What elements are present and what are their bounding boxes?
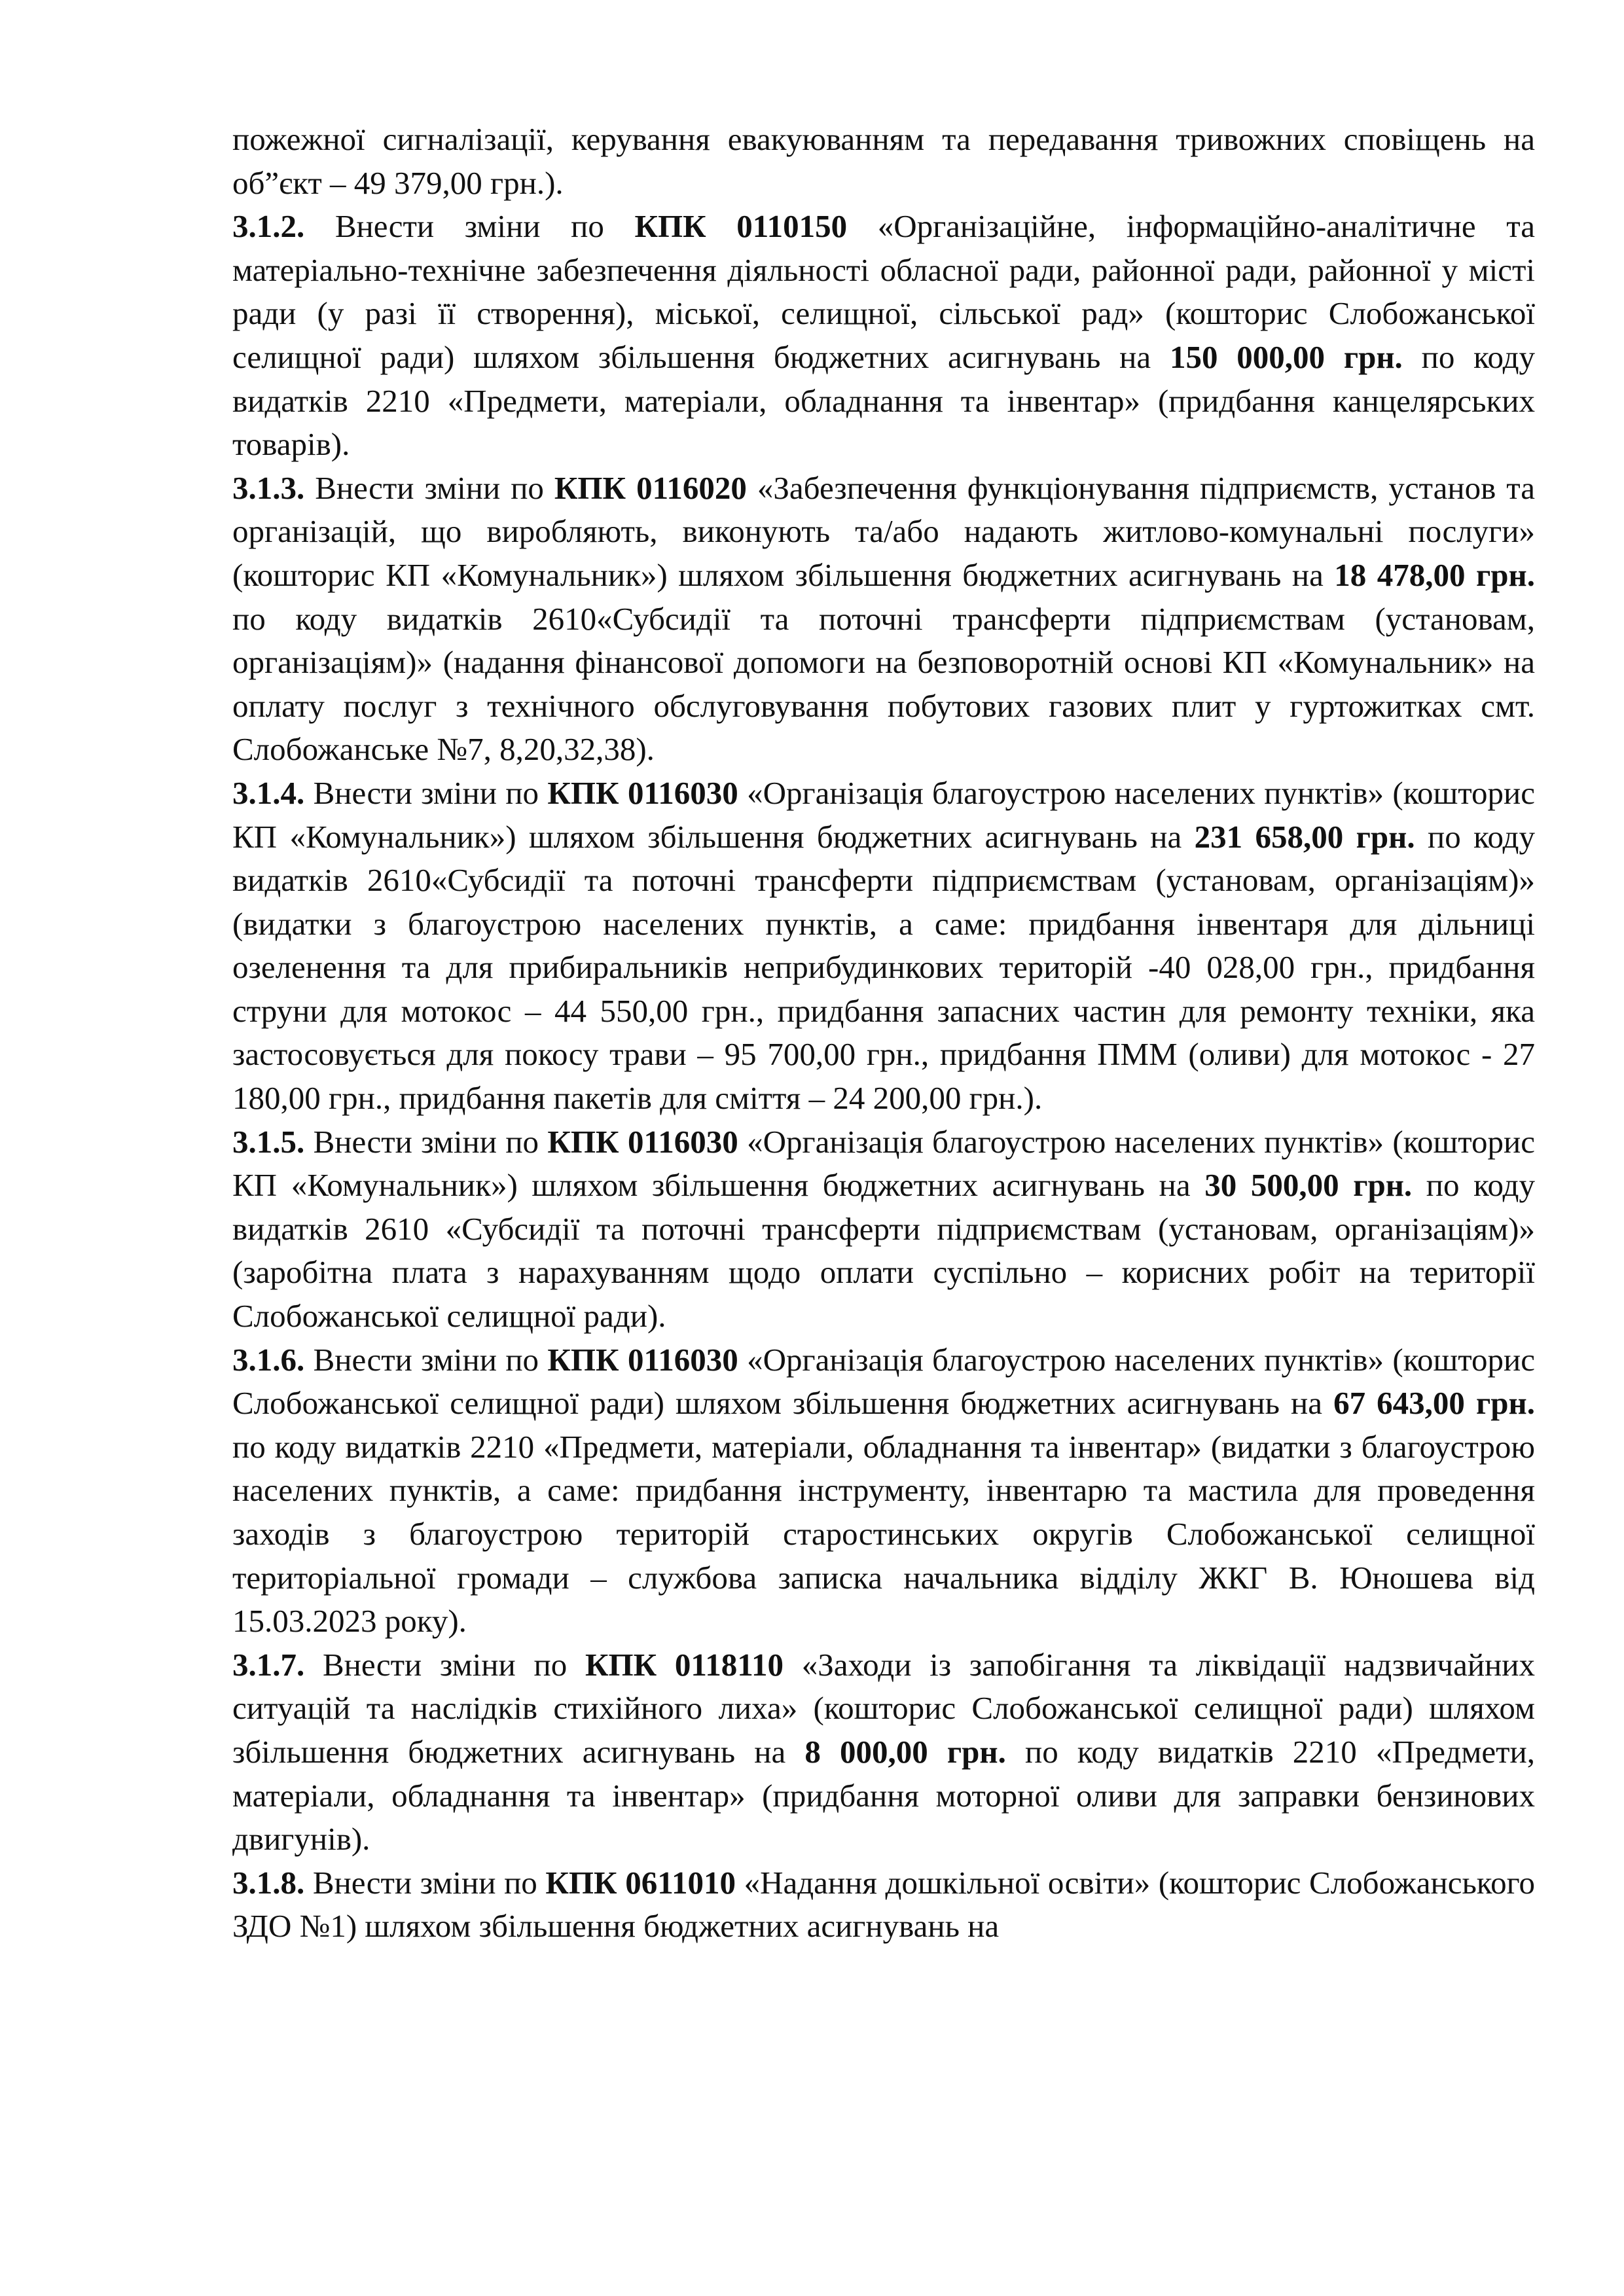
amount: 231 658,00 грн.: [1194, 818, 1415, 855]
clause-number: 3.1.6.: [232, 1341, 305, 1378]
clause-text: по коду видатків 2210 «Предмети, матеріали, обладнання та інвентар» (придбання моторної оливи для заправки бензинових двигунів).: [232, 1733, 1535, 1857]
amount: 67 643,00 грн.: [1333, 1385, 1535, 1422]
clause-text: «Організаційне, інформаційно-аналітичне та матеріально-технічне забезпечення діяльності обласної ради, районної ради, районної у місті ради (у разі її створення), міської, селищної, сільської рад» (кошторис Слобожанської селищної ради) шляхом збільшення бюджетних асигнувань на: [232, 208, 1535, 375]
clause-text: Внести зміни по: [304, 774, 548, 811]
clause-text: Внести зміни по: [304, 1123, 548, 1160]
clause-text: Внести зміни по: [304, 1341, 548, 1378]
document-page: [232, 118, 1535, 1948]
clause-3-1-6: [232, 1338, 1535, 1643]
clause-text: по коду видатків 2610 «Субсидії та поточні трансферти підприємствам (установам, організаціям)» (заробітна плата з нарахуванням щодо оплати суспільно – корисних робіт на території Слобожанської селищної ради).: [232, 1167, 1535, 1335]
kpk-code: КПК 0110150: [634, 208, 848, 245]
amount: 30 500,00 грн.: [1204, 1167, 1413, 1204]
clause-text: Внести зміни по: [304, 1646, 585, 1683]
clause-number: 3.1.5.: [232, 1123, 305, 1160]
clause-text: по коду видатків 2210 «Предмети, матеріали, обладнання та інвентар» (придбання канцелярських товарів).: [232, 338, 1535, 463]
kpk-code: КПК 0611010: [545, 1864, 736, 1901]
clause-3-1-7: [232, 1643, 1535, 1861]
clause-3-1-4: [232, 772, 1535, 1121]
kpk-code: КПК 0116030: [547, 1123, 738, 1160]
clause-text: по коду видатків 2610«Субсидії та поточні трансферти підприємствам (установам, організаціям)» (надання фінансової допомоги на безповоротній основі КП «Комунальник» на оплату послуг з технічного обслуговування побутових газових плит у гуртожитках смт. Слобожанське №7, 8,20,32,38).: [232, 600, 1535, 768]
clause-text: «Надання дошкільної освіти» (кошторис Слобожанського ЗДО №1) шляхом збільшення бюджетних асигнувань на: [232, 1864, 1535, 1945]
clause-number: 3.1.8.: [232, 1864, 305, 1901]
clause-3-1-8: [232, 1861, 1535, 1948]
clause-number: 3.1.7.: [232, 1646, 305, 1683]
clause-text: по коду видатків 2610«Субсидії та поточні трансферти підприємствам (установам, організаціям)» (видатки з благоустрою населених пунктів, а саме: придбання інвентаря для дільниці озеленення та для прибиральників неприбудинкових територій -40 028,00 грн., придбання струни для мотокос – 44 550,00 грн., придбання запасних частин для ремонту техніки, яка застосовується для покосу трави – 95 700,00 грн., придбання ПММ (оливи) для мотокос - 27 180,00 грн., придбання пакетів для сміття – 24 200,00 грн.).: [232, 818, 1535, 1117]
amount: 8 000,00 грн.: [804, 1733, 1006, 1770]
clause-text: «Організація благоустрою населених пунктів» (кошторис КП «Комунальник») шляхом збільшення бюджетних асигнувань на: [232, 774, 1535, 855]
clause-3-1-2: [232, 205, 1535, 467]
amount: 18 478,00 грн.: [1334, 556, 1535, 593]
amount: 150 000,00 грн.: [1169, 338, 1403, 375]
clause-text: «Організація благоустрою населених пунктів» (кошторис Слобожанської селищної ради) шляхом збільшення бюджетних асигнувань на: [232, 1341, 1535, 1422]
clause-text: Внести зміни по: [304, 469, 554, 506]
clause-3-1-3: [232, 467, 1535, 772]
clause-text: «Забезпечення функціонування підприємств, установ та організацій, що виробляють, виконують та/або надають житлово-комунальні послуги» (кошторис КП «Комунальник») шляхом збільшення бюджетних асигнувань на: [232, 469, 1535, 593]
kpk-code: КПК 0118110: [585, 1646, 784, 1683]
clause-3-1-5: [232, 1121, 1535, 1338]
clause-number: 3.1.4.: [232, 774, 305, 811]
kpk-code: КПК 0116030: [547, 774, 738, 811]
clause-text: по коду видатків 2210 «Предмети, матеріали, обладнання та інвентар» (видатки з благоустрою населених пунктів, а саме: придбання інструменту, інвентарю та мастила для проведення заходів з благоустрою територій старостинських округів Слобожанської селищної територіальної громади – службова записка начальника відділу ЖКГ В. Юношева від 15.03.2023 року).: [232, 1428, 1535, 1640]
clause-text: «Заходи із запобігання та ліквідації надзвичайних ситуацій та наслідків стихійного лиха» (кошторис Слобожанської селищної ради) шляхом збільшення бюджетних асигнувань на: [232, 1646, 1535, 1770]
kpk-code: КПК 0116020: [554, 469, 747, 506]
clause-number: 3.1.3.: [232, 469, 305, 506]
kpk-code: КПК 0116030: [547, 1341, 738, 1378]
clause-text: «Організація благоустрою населених пунктів» (кошторис КП «Комунальник») шляхом збільшення бюджетних асигнувань на: [232, 1123, 1535, 1204]
clause-text: Внести зміни по: [304, 1864, 546, 1901]
clause-text: Внести зміни по: [304, 208, 635, 245]
intro-paragraph: пожежної сигналізації, керування евакуюванням та передавання тривожних сповіщень на об”єкт – 49 379,00 грн.).: [232, 121, 1535, 201]
clause-number: 3.1.2.: [232, 208, 305, 245]
